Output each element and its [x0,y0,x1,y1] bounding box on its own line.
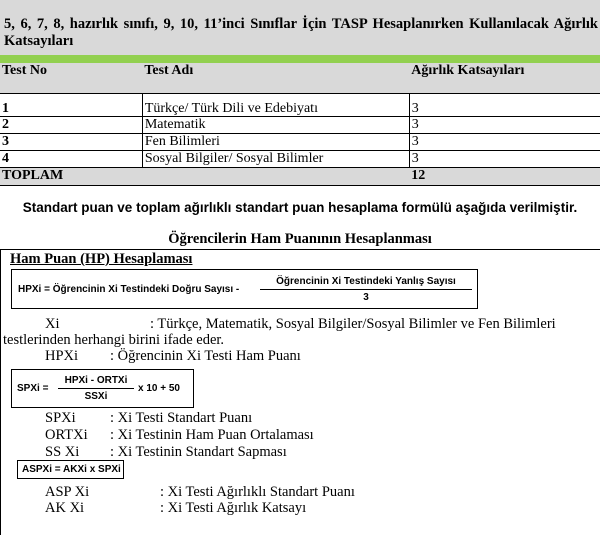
cell-weight: 3 [409,134,600,151]
ortxi-desc: : Xi Testinin Ham Puan Ortalaması [110,427,314,443]
xi-term: Xi [45,316,60,332]
akxi-desc: : Xi Testi Ağırlık Katsayı [160,500,307,516]
xi-desc-line1: : Türkçe, Matematik, Sosyal Bilgiler/Sosyal Bilimler ve Fen Bilimleri [150,316,556,332]
hp-fraction [260,276,472,303]
hp-numerator: Öğrencinin Xi Testindeki Yanlış Sayısı [276,276,456,287]
sp-denominator: SSXi [84,391,108,402]
header-test-name: Test Adı [142,63,409,94]
ortxi-term: ORTXi [45,427,88,443]
header-test-no: Test No [0,63,142,94]
spxi-desc: : Xi Testi Standart Puanı [110,410,253,426]
hpxi-desc: : Öğrencinin Xi Testi Ham Puanı [110,348,301,364]
hp-denominator: 3 [363,292,369,303]
akxi-term: AK Xi [45,500,85,516]
asp-formula: ASPXi = AKXi x SPXi [22,464,121,475]
hp-formula-lhs: HPXi = Öğrencinin Xi Testindeki Doğru Sayısı - [18,284,240,295]
header-weight: Ağırlık Katsayıları [409,63,600,94]
table-row [0,117,600,134]
cell-test-name: Fen Bilimleri [142,134,409,151]
intro-sentence: Standart puan ve toplam ağırlıklı standart puan hesaplama formülü aşağıda verilmiştir. [22,200,578,215]
subtitle: Öğrencilerin Ham Puanının Hesaplanması [168,231,432,247]
spxi-term: SPXi [45,410,76,426]
table-row [0,94,600,117]
ssxi-desc: : Xi Testinin Standart Sapması [110,444,287,460]
aspxi-term: ASP Xi [45,484,90,500]
section-title: Ham Puan (HP) Hesaplaması [10,251,193,267]
cell-test-no: 2 [0,117,142,134]
sp-fraction [58,375,134,402]
fraction-line [58,388,134,389]
sp-numerator: HPXi - ORTXi [64,375,128,386]
ssxi-term: SS Xi [45,444,80,460]
cell-weight: 3 [409,94,600,117]
green-divider [0,55,600,63]
title-bar [0,0,600,55]
cell-test-no: 1 [0,94,142,117]
table-row [0,151,600,168]
aspxi-desc: : Xi Testi Ağırlıklı Standart Puanı [160,484,355,500]
table-total-row [0,168,600,186]
cell-test-no: 3 [0,134,142,151]
fraction-line [260,289,472,290]
sp-formula-box [11,369,194,408]
sp-formula-tail: x 10 + 50 [138,383,180,394]
table-header-row [0,63,600,94]
cell-test-name: Sosyal Bilgiler/ Sosyal Bilimler [142,151,409,168]
table-row [0,134,600,151]
xi-desc-line2: testlerinden herhangi birini ifade eder. [3,332,225,348]
weights-table [0,63,600,186]
cell-test-no: 4 [0,151,142,168]
cell-test-name: Matematik [142,117,409,134]
hp-formula-box [11,269,478,309]
sp-formula-lhs: SPXi = [17,383,49,394]
total-empty [142,168,409,186]
cell-weight: 3 [409,117,600,134]
hpxi-term: HPXi [45,348,79,364]
cell-test-name: Türkçe/ Türk Dili ve Edebiyatı [142,94,409,117]
total-label: TOPLAM [0,168,142,186]
document-title: 5, 6, 7, 8, hazırlık sınıfı, 9, 10, 11’inci Sınıflar İçin TASP Hesaplanırken Kullanılacak Ağırlık Katsayıları [4,16,598,49]
asp-formula-box [17,460,124,479]
cell-weight: 3 [409,151,600,168]
total-value: 12 [409,168,600,186]
